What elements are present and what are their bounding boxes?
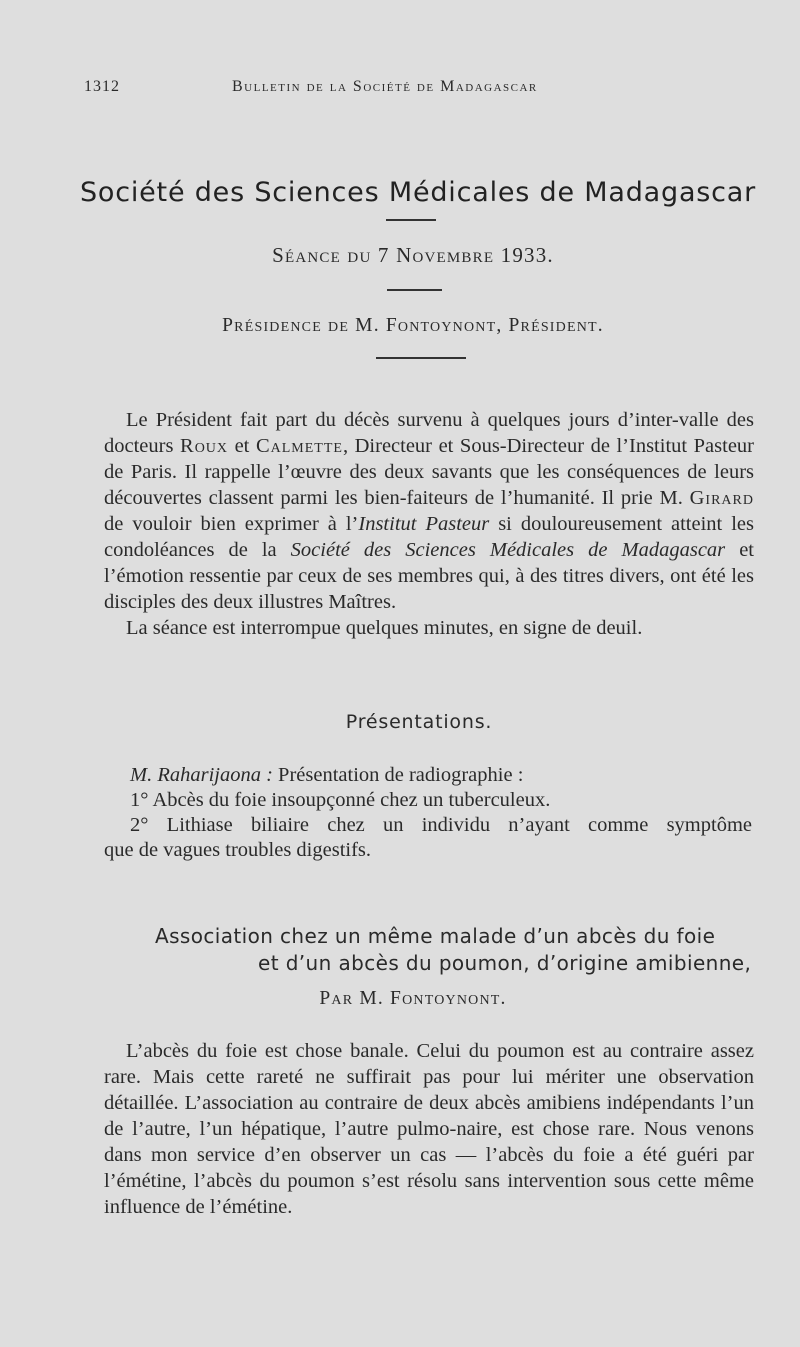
presentations-heading: Présentations.	[345, 711, 493, 733]
article-title-line-2: et d’un abcès du poumon, d’origine amibienne,	[258, 951, 752, 975]
article-body	[104, 1038, 754, 1220]
running-header: Bulletin de la Société de Madagascar	[232, 78, 538, 95]
article-byline: Par M. Fontoynont.	[319, 988, 507, 1009]
condolence-paragraph: Le Président fait part du décès survenu à quelques jours d’inter-valle des docteurs Roux et Calmette, Directeur et Sous-Directeur de l’Institut Pasteur de Paris. Il rappelle l’œuvre des deux savants que les conséquences de leurs découvertes classent parmi les bien-faiteurs de l’humanité. Il prie M. Girard de vouloir bien exprimer à l’Institut Pasteur si douloureusement atteint les condoléances de la Société des Sciences Médicales de Madagascar et l’émotion ressentie par ceux de ses membres qui, à des titres divers, ont été les disciples des deux illustres Maîtres.	[104, 409, 755, 613]
session-date: Séance du 7 Novembre 1933.	[272, 243, 554, 267]
divider-rule	[387, 289, 442, 291]
name-roux: Roux	[180, 435, 229, 457]
society-name-italic: Société des Sciences Médicales de Madagascar	[290, 539, 726, 561]
society-title: Société des Sciences Médicales de Madagascar	[79, 177, 757, 208]
name-calmette: Calmette	[255, 435, 343, 457]
presidency-line: Présidence de M. Fontoynont, Président.	[222, 315, 604, 336]
page-number: 1312	[84, 78, 120, 95]
presentation-item-1: 1° Abcès du foie insoupçonné chez un tuberculeux.	[130, 789, 551, 811]
article-paragraph: L’abcès du foie est chose banale. Celui du poumon est au contraire assez rare. Mais cette rareté ne suffirait pas pour lui mériter une observation détaillée. L’association au contraire de deux abcès amibiens indépendants l’un de l’autre, l’un hépatique, l’autre pulmo-naire, est chose rare. Nous venons dans mon service d’en observer un cas — l’abcès du foie a été guéri par l’émétine, l’abcès du poumon s’est résolu sans intervention sous cette même influence de l’émétine.	[104, 1040, 754, 1218]
presenter-name: M. Raharijaona :	[130, 764, 273, 786]
presentation-intro: M. Raharijaona : Présentation de radiographie :	[130, 764, 524, 786]
session-interrupted: La séance est interrompue quelques minutes, en signe de deuil.	[126, 617, 643, 639]
opening-paragraphs	[104, 407, 754, 641]
article-title-line-1: Association chez un même malade d’un abcès du foie	[155, 924, 716, 948]
name-girard: Girard	[689, 487, 754, 509]
divider-rule	[376, 357, 466, 359]
presentation-item-2: 2° Lithiase biliaire chez un individu n’ayant comme symptôme	[130, 814, 752, 836]
presentation-item-2-cont: que de vagues troubles digestifs.	[104, 839, 372, 861]
institut-pasteur: Institut Pasteur	[358, 513, 490, 535]
divider-rule	[386, 219, 436, 221]
